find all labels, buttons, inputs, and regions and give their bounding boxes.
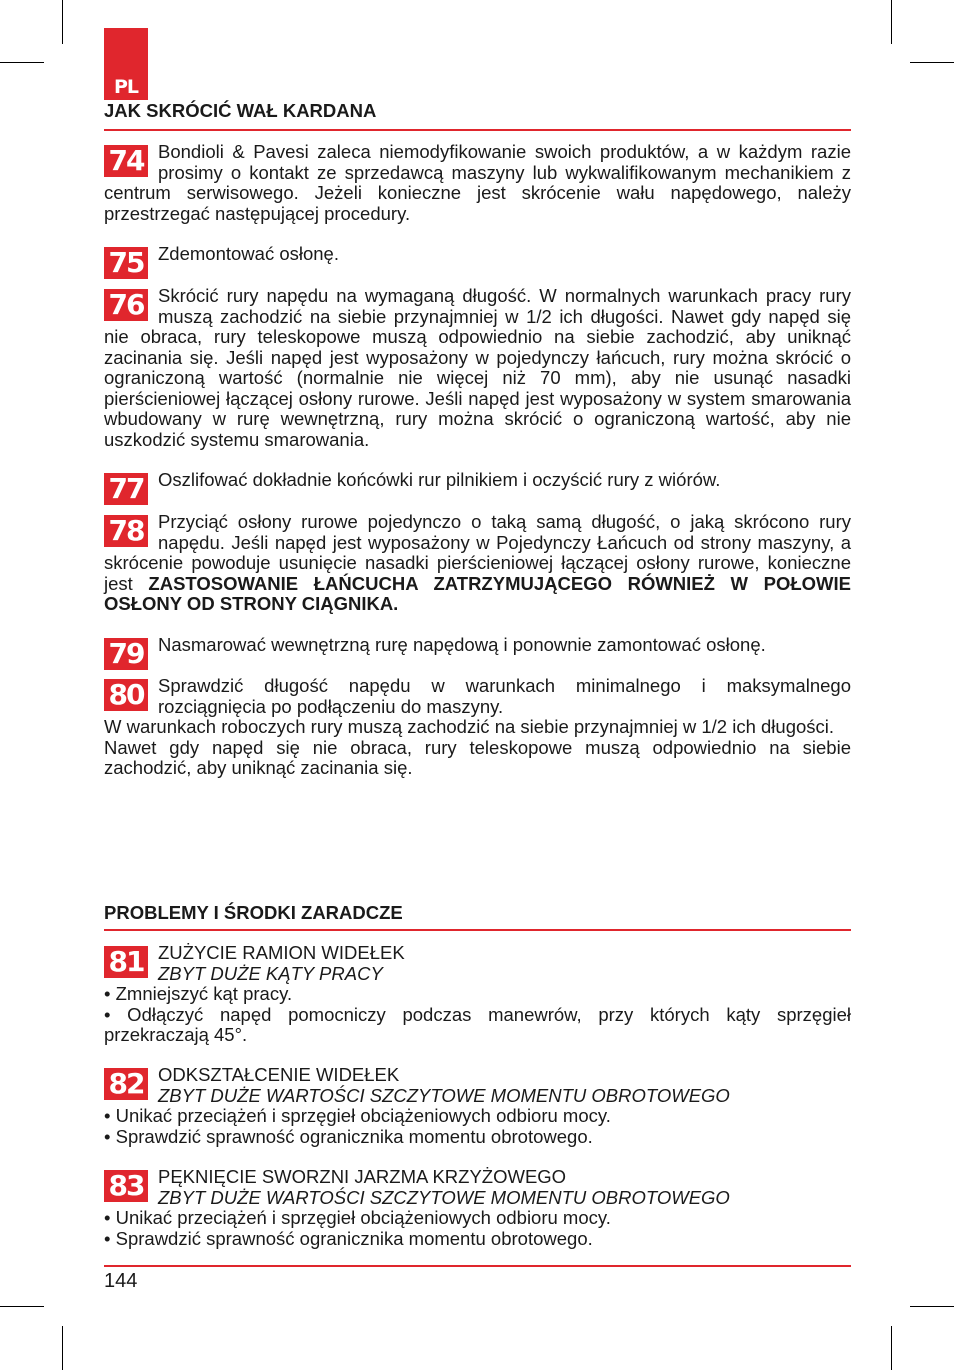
- step-76: [104, 286, 851, 450]
- footer-rule: [104, 1265, 851, 1267]
- step-number: 82: [104, 1068, 148, 1100]
- step-number: 80: [104, 679, 148, 711]
- step-number: 77: [104, 473, 148, 505]
- crop-mark: [0, 1306, 44, 1307]
- problem-title: ZUŻYCIE RAMION WIDEŁEK: [158, 942, 405, 963]
- step-79: [104, 635, 851, 670]
- problem-cause: ZBYT DUŻE WARTOŚCI SZCZYTOWE MOMENTU OBROTOWEGO: [158, 1084, 730, 1106]
- step-77: [104, 470, 851, 505]
- step-text-extra: Nawet gdy napęd się nie obraca, rury teleskopowe muszą odpowiednio na siebie zachodzić, aby uniknąć zacinania się.: [104, 736, 851, 778]
- crop-mark: [62, 0, 63, 44]
- crop-mark: [891, 0, 892, 44]
- section-rule: [104, 929, 851, 931]
- step-number: 78: [104, 515, 148, 547]
- language-code: PL: [113, 76, 139, 98]
- page-number: 144: [104, 1270, 138, 1292]
- step-text: Skrócić rury napędu na wymaganą długość. W normalnych warunkach pracy rury muszą zachodzić na siebie przynajmniej w 1/2 ich długości. Nawet gdy napęd się nie obraca, rury teleskopowe muszą odpowiednio na siebie zachodzić, aby uniknąć zacinania się. Jeśli napęd jest wyposażony w pojedynczy łańcuch, rury można skrócić o ograniczoną wartość (normalnie nie więcej niż 70 mm), aby nie usunąć nasadki pierścieniowej łączącej osłony rurowe. Jeśli napęd jest wyposażony w system smarowania wbudowany w rurę wewnętrzną, rury można skrócić o ograniczoną wartość, aby nie uszkodzić systemu smarowania.: [104, 285, 851, 450]
- crop-mark: [62, 1326, 63, 1370]
- problem-title: PĘKNIĘCIE SWORZNI JARZMA KRZYŻOWEGO: [158, 1166, 567, 1187]
- remedy-item: • Zmniejszyć kąt pracy.: [104, 983, 293, 1004]
- step-text-extra: W warunkach roboczych rury muszą zachodzić na siebie przynajmniej w 1/2 ich długości.: [104, 716, 835, 737]
- section-rule: [104, 129, 851, 131]
- language-tab: [104, 28, 148, 100]
- section-title-shortening: JAK SKRÓCIĆ WAŁ KARDANA: [104, 100, 377, 121]
- problem-82: [104, 1065, 851, 1147]
- step-text-regular: Przyciąć osłony rurowe pojedynczo o taką samą długość, o jaką skrócono rury napędu. Jeśli napęd jest wyposażony w Pojedynczy Łańcuch od strony maszyny, a skrócenie powoduje usunięcie nasadki pierścieniowej łączącej osłony rurowe, konieczne jest: [104, 511, 851, 594]
- step-text: Sprawdzić długość napędu w warunkach minimalnego i maksymalnego rozciągnięcia po podłączeniu do maszyny.: [158, 675, 851, 717]
- problem-83: [104, 1167, 851, 1249]
- crop-mark: [891, 1326, 892, 1370]
- step-number: 79: [104, 638, 148, 670]
- step-text-bold: ZASTOSOWANIE ŁAŃCUCHA ZATRZYMUJĄCEGO RÓWNIEŻ W POŁOWIE OSŁONY OD STRONY CIĄGNIKA.: [104, 572, 851, 614]
- remedy-item: • Unikać przeciążeń i sprzęgieł obciążeniowych odbioru mocy.: [104, 1207, 611, 1228]
- step-78: [104, 512, 851, 615]
- remedy-item: • Sprawdzić sprawność ogranicznika momentu obrotowego.: [104, 1227, 593, 1249]
- problem-cause: ZBYT DUŻE WARTOŚCI SZCZYTOWE MOMENTU OBROTOWEGO: [158, 1186, 730, 1208]
- step-74: [104, 142, 851, 224]
- step-number: 81: [104, 946, 148, 978]
- step-text: [104, 512, 851, 615]
- problem-81: [104, 943, 851, 1046]
- step-number: 76: [104, 289, 148, 321]
- remedy-item: • Sprawdzić sprawność ogranicznika momentu obrotowego.: [104, 1125, 593, 1147]
- step-text: Nasmarować wewnętrzną rurę napędową i ponownie zamontować osłonę.: [158, 634, 766, 655]
- remedy-item: • Odłączyć napęd pomocniczy podczas manewrów, przy których kąty sprzęgieł przekraczają 45°.: [104, 1003, 851, 1045]
- step-text: Zdemontować osłonę.: [158, 243, 339, 264]
- section-title-problems: PROBLEMY I ŚRODKI ZARADCZE: [104, 902, 403, 923]
- crop-mark: [910, 1306, 954, 1307]
- step-text: Bondioli & Pavesi zaleca niemodyfikowanie swoich produktów, a w każdym razie prosimy o kontakt ze sprzedawcą maszyny lub wykwalifikowanym mechanikiem z centrum serwisowego. Jeżeli konieczne jest skrócenie wału napędowego, należy przestrzegać następującej procedury.: [104, 141, 851, 224]
- step-number: 75: [104, 247, 148, 279]
- step-75: [104, 244, 851, 279]
- step-80: [104, 676, 851, 779]
- crop-mark: [910, 62, 954, 63]
- remedy-item: • Unikać przeciążeń i sprzęgieł obciążeniowych odbioru mocy.: [104, 1105, 611, 1126]
- problem-title: ODKSZTAŁCENIE WIDEŁEK: [158, 1064, 400, 1085]
- step-number: 74: [104, 145, 148, 177]
- step-text: Oszlifować dokładnie końcówki rur pilnikiem i oczyścić rury z wiórów.: [158, 469, 721, 490]
- step-number: 83: [104, 1170, 148, 1202]
- crop-mark: [0, 62, 44, 63]
- problem-cause: ZBYT DUŻE KĄTY PRACY: [158, 962, 383, 984]
